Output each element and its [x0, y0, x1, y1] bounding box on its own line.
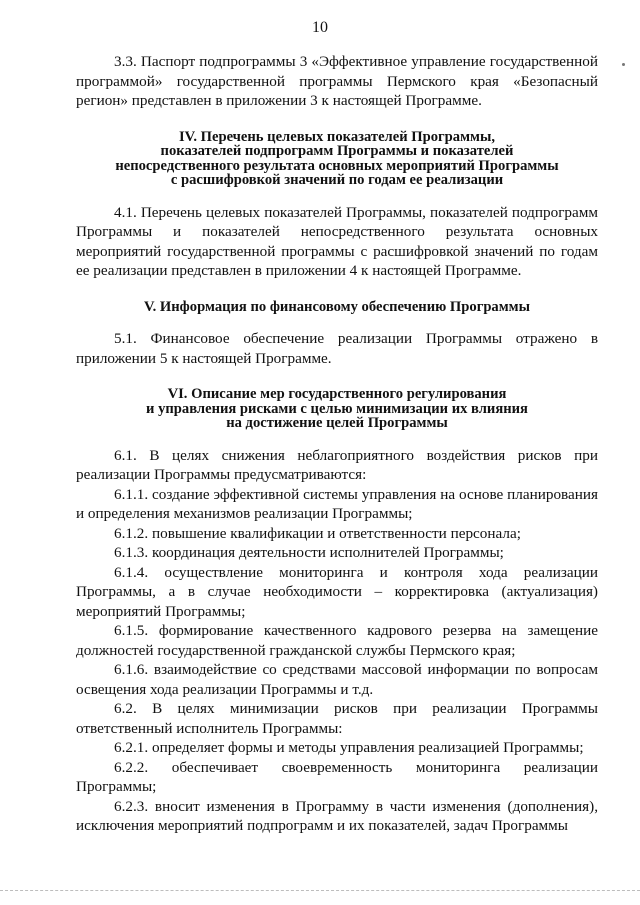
paragraph-6-2-3: 6.2.3. вносит изменения в Программу в части изменения (дополнения), исключения мероприятий подпрограмм и их показателей, задач Программы — [76, 797, 598, 834]
heading-line: VI. Описание мер государственного регулирования — [167, 386, 507, 402]
heading-line: непосредственного результата основных мероприятий Программы — [115, 157, 559, 174]
heading-line: с расшифровкой значений по годам ее реализации — [170, 172, 504, 188]
section-heading-iv — [76, 130, 598, 188]
paragraph-6-2: 6.2. В целях минимизации рисков при реализации Программы ответственный исполнитель Программы: — [76, 700, 598, 737]
page-number: 10 — [312, 19, 328, 36]
paragraph-5-1: 5.1. Финансовое обеспечение реализации Программы отражено в приложении 5 к настоящей Программе. — [76, 330, 598, 367]
heading-line: и управления рисками с целью минимизации их влияния — [146, 400, 528, 417]
heading-line: V. Информация по финансовому обеспечению Программы — [143, 298, 531, 315]
paragraph-6-1-5: 6.1.5. формирование качественного кадрового резерва на замещение должностей государственной гражданской службы Пермского края; — [76, 622, 598, 659]
scan-speck — [622, 63, 625, 66]
paragraph-3-3: 3.3. Паспорт подпрограммы 3 «Эффективное управление государственной программой» государственной программы Пермского края «Безопасный регион» представлен в приложении 3 к настоящей Программе. — [76, 53, 598, 109]
paragraph-6-1-4: 6.1.4. осуществление мониторинга и контроля хода реализации Программы, а в случае необходимости – корректировка (актуализация) мероприятий Программы; — [76, 563, 598, 620]
paragraph-6-2-2: 6.2.2. обеспечивает своевременность мониторинга реализации Программы; — [76, 758, 598, 795]
document-body — [76, 52, 598, 836]
paragraph-6-1-3: 6.1.3. координация деятельности исполнителей Программы; — [114, 544, 504, 561]
paragraph-6-1-2: 6.1.2. повышение квалификации и ответственности персонала; — [114, 524, 521, 542]
heading-line: показателей подпрограмм Программы и показателей — [160, 143, 514, 159]
paragraph-6-1-1: 6.1.1. создание эффективной системы управления на основе планирования и определения механизмов реализации Программы; — [76, 485, 598, 522]
heading-line: на достижение целей Программы — [226, 415, 448, 431]
paragraph-4-1: 4.1. Перечень целевых показателей Программы, показателей подпрограмм Программы и показателей непосредственного результата основных мероприятий государственной программы с расшифровкой значений по годам ее реализации представлен в приложении 4 к настоящей Программе. — [76, 203, 598, 279]
paragraph-6-1: 6.1. В целях снижения неблагоприятного воздействия рисков при реализации Программы предусматриваются: — [76, 446, 598, 483]
paragraph-6-2-1: 6.2.1. определяет формы и методы управления реализацией Программы; — [114, 739, 584, 756]
page-bottom-edge — [0, 890, 640, 891]
section-heading-v — [76, 300, 598, 315]
section-heading-vi — [76, 387, 598, 431]
heading-line: IV. Перечень целевых показателей Программы, — [178, 128, 496, 145]
paragraph-6-1-6: 6.1.6. взаимодействие со средствами массовой информации по вопросам освещения хода реализации Программы и т.д. — [76, 661, 598, 698]
